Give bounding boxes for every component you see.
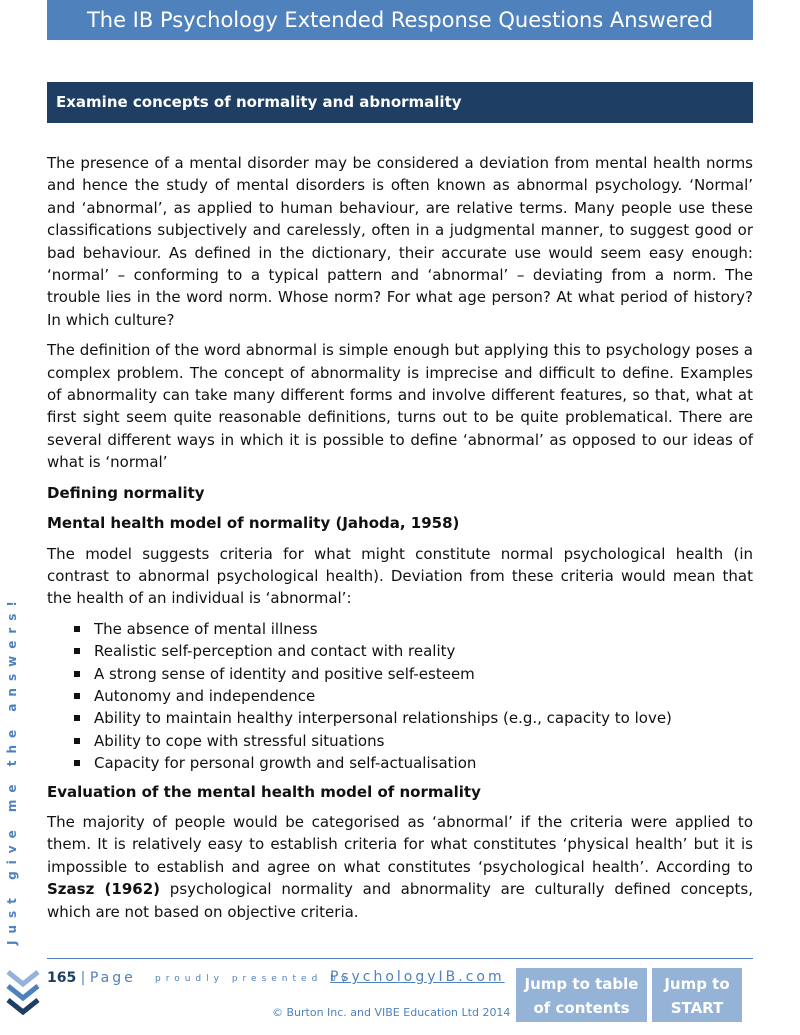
jump-to-start-button[interactable]: [652, 968, 742, 1022]
heading-defining-normality: Defining normality: [47, 483, 205, 502]
list-item: The absence of mental illness: [74, 618, 753, 640]
list-item: Capacity for personal growth and self-actualisation: [74, 752, 753, 774]
heading-evaluation: Evaluation of the mental health model of normality: [47, 782, 481, 801]
citation-szasz: Szasz (1962): [47, 880, 161, 899]
page-label: Page: [89, 970, 136, 986]
section-title: Examine concepts of normality and abnormality: [47, 82, 753, 123]
button-label: START: [670, 999, 724, 1017]
heading-mental-health-model: Mental health model of normality (Jahoda, 1958): [47, 514, 460, 533]
copyright: © Burton Inc. and VIBE Education Ltd 2014: [272, 1006, 511, 1019]
chevron-down-icon: [5, 968, 41, 1018]
page-separator: |: [76, 970, 90, 986]
list-item: Ability to cope with stressful situations: [74, 730, 753, 752]
list-item: Autonomy and independence: [74, 685, 753, 707]
list-item: Ability to maintain healthy interpersonal relationships (e.g., capacity to love): [74, 707, 753, 729]
footer-divider: [47, 958, 753, 959]
paragraph: The presence of a mental disorder may be considered a deviation from mental health norms and hence the study of mental disorders is often known as abnormal psychology. ‘Normal’ and ‘abnormal’, as applied to human behaviour, are relative terms. Many people use these classifications subjectively and carelessly, often in a judgmental manner, to suggest good or bad behaviour. As defined in the dictionary, their accurate use would seem easy enough: ‘normal’ – conforming to a typical pattern and ‘abnormal’ – deviating from a norm. The trouble lies in the word norm. Whose norm? For what age person? At what period of history? In which culture?: [47, 154, 753, 329]
paragraph: The definition of the word abnormal is simple enough but applying this to psychology poses a complex problem. The concept of abnormality is imprecise and difficult to define. Examples of abnormality can take many different forms and involve different features, so that, what at first sight seem quite reasonable definitions, turns out to be quite problematical. There are several different ways in which it is possible to define ‘abnormal’ as opposed to our ideas of what is ‘normal’: [47, 341, 753, 472]
main-content: [47, 152, 753, 931]
presented-by: proudly presented by: [155, 974, 352, 984]
list-item: A strong sense of identity and positive self-esteem: [74, 663, 753, 685]
button-label: of contents: [533, 999, 630, 1017]
jump-to-contents-button[interactable]: [516, 968, 647, 1022]
button-label: Jump to table: [524, 975, 639, 993]
paragraph: The model suggests criteria for what might constitute normal psychological health (in contrast to abnormal psychological health). Deviation from these criteria would mean that the health of an individual is ‘abnormal’:: [47, 544, 753, 608]
criteria-list: [47, 618, 753, 775]
paragraph: [47, 811, 753, 923]
top-banner: The IB Psychology Extended Response Questions Answered: [47, 0, 753, 40]
paragraph-text: The majority of people would be categorised as ‘abnormal’ if the criteria were applied to them. It is relatively easy to establish criteria for what constitutes ‘physical health’ but it is impossible to establish and agree on what constitutes ‘psychological health’. According to: [47, 812, 753, 876]
site-link[interactable]: PsychologyIB.com: [330, 969, 505, 985]
page-number-value: 165: [47, 970, 77, 986]
button-label: Jump to: [664, 975, 730, 993]
list-item: Realistic self-perception and contact with reality: [74, 640, 753, 662]
sidebar-tagline: Just give me the answers!: [5, 594, 19, 945]
paragraph-text: psychological normality and abnormality are culturally defined concepts, which are not based on objective criteria.: [47, 880, 753, 921]
page-number: [47, 970, 136, 986]
